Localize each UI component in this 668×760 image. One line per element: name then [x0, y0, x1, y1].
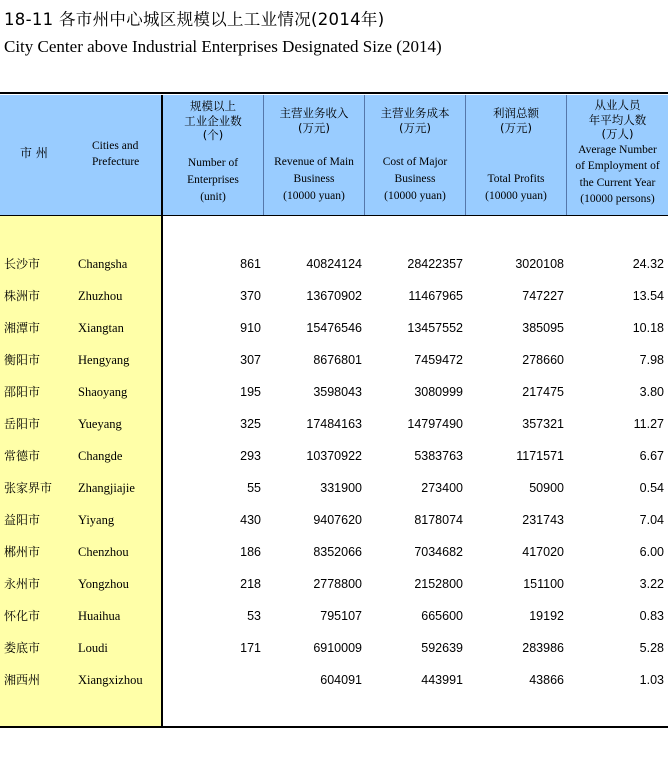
table-row	[0, 670, 668, 690]
header-enterprises-en-1: Number of	[187, 156, 239, 169]
cell-profits: 217475	[522, 385, 564, 399]
cell-enterprises: 307	[240, 353, 261, 367]
header-city-en	[92, 138, 139, 170]
city-name-cn: 张家界市	[4, 481, 53, 495]
header-city-cn: 市 州	[20, 146, 48, 160]
cell-revenue: 2778800	[313, 577, 362, 591]
table-row	[0, 510, 668, 530]
city-name-en: Changde	[78, 449, 123, 463]
header-employment-en-3: the Current Year	[579, 176, 656, 189]
city-name-cn: 湘潭市	[4, 321, 41, 335]
header-cost	[365, 95, 465, 215]
cell-enterprises: 325	[240, 417, 261, 431]
cell-revenue: 795107	[320, 609, 362, 623]
cell-employment: 1.03	[639, 673, 664, 687]
cell-cost: 273400	[421, 481, 463, 495]
cell-profits: 151100	[523, 577, 564, 591]
city-name-en: Yongzhou	[78, 577, 129, 591]
header-cost-cn	[365, 95, 465, 135]
table-row	[0, 382, 668, 402]
header-profits-cn-2: (万元)	[500, 120, 532, 135]
city-name-cn: 益阳市	[4, 513, 41, 527]
city-name-cn: 长沙市	[4, 257, 41, 271]
cell-revenue: 13670902	[306, 289, 362, 303]
header-employment-cn-3: (万人)	[601, 127, 634, 141]
city-name-cn: 常德市	[4, 449, 41, 463]
city-name-en: Loudi	[78, 641, 108, 655]
cell-revenue: 8352066	[313, 545, 362, 559]
header-enterprises-en-3: (unit)	[200, 190, 226, 203]
city-name-cn: 永州市	[4, 577, 41, 591]
header-cost-en-3: (10000 yuan)	[384, 190, 446, 202]
cell-revenue: 15476546	[306, 321, 362, 335]
header-revenue-en-1: Revenue of Main	[274, 156, 354, 168]
cell-enterprises: 293	[240, 449, 261, 463]
cell-profits: 357321	[522, 417, 564, 431]
table-row	[0, 318, 668, 338]
header-enterprises-cn	[163, 95, 263, 143]
cell-cost: 3080999	[414, 385, 463, 399]
cell-enterprises: 910	[240, 321, 261, 335]
header-employment-en-4: (10000 persons)	[580, 193, 655, 205]
table-row	[0, 446, 668, 466]
city-name-cn: 邵阳市	[4, 385, 41, 399]
cell-employment: 7.04	[639, 513, 664, 527]
cell-employment: 13.54	[632, 289, 664, 303]
cell-revenue: 9407620	[313, 513, 362, 527]
table-row	[0, 574, 668, 594]
header-employment	[567, 95, 668, 215]
cell-employment: 6.67	[639, 449, 664, 463]
cell-employment: 24.32	[632, 257, 664, 271]
cell-revenue: 8676801	[313, 353, 362, 367]
city-name-en: Zhangjiajie	[78, 481, 135, 495]
header-cost-en-1: Cost of Major	[382, 156, 448, 168]
table-row	[0, 478, 668, 498]
city-name-en: Shaoyang	[78, 385, 128, 399]
cell-employment: 3.80	[639, 385, 664, 399]
header-employment-en-2: of Employment of	[575, 160, 660, 172]
table-bottom-rule	[0, 726, 668, 728]
city-name-cn: 株洲市	[4, 289, 41, 303]
header-employment-cn-1: 从业人员	[594, 98, 641, 112]
city-name-en: Yueyang	[78, 417, 122, 431]
city-name-cn: 湘西州	[4, 673, 41, 687]
cell-employment: 11.27	[633, 417, 664, 431]
city-name-en: Hengyang	[78, 353, 130, 367]
cell-profits: 50900	[529, 481, 564, 495]
city-name-cn: 衡阳市	[4, 353, 41, 367]
cell-revenue: 604091	[320, 673, 362, 687]
header-revenue-en-2: Business	[293, 173, 335, 185]
page-title-cn: 18-11 各市州中心城区规模以上工业情况(2014年)	[4, 10, 385, 29]
cell-revenue: 10370922	[306, 449, 362, 463]
cell-cost: 14797490	[407, 417, 463, 431]
header-enterprises-cn-3: (个)	[202, 128, 224, 142]
table-row	[0, 414, 668, 434]
cell-enterprises: 186	[240, 545, 261, 559]
cell-enterprises: 53	[247, 609, 261, 623]
cell-profits: 385095	[522, 321, 564, 335]
cell-enterprises: 55	[247, 481, 261, 495]
city-name-en: Changsha	[78, 257, 128, 271]
cell-profits: 417020	[522, 545, 564, 559]
cell-profits: 747227	[522, 289, 564, 303]
header-employment-en	[567, 142, 668, 208]
cell-enterprises: 195	[240, 385, 261, 399]
cell-employment: 5.28	[639, 641, 664, 655]
cell-cost: 443991	[421, 673, 463, 687]
cell-cost: 665600	[421, 609, 463, 623]
cell-enterprises: 430	[240, 513, 261, 527]
header-city-en-line2: Prefecture	[92, 156, 140, 168]
cell-profits: 3020108	[515, 257, 564, 271]
cell-profits: 43866	[529, 673, 564, 687]
header-enterprises-cn-2: 工业企业数	[184, 113, 242, 128]
cell-cost: 11467965	[408, 289, 463, 303]
cell-enterprises: 171	[240, 641, 261, 655]
header-enterprises-cn-1: 规模以上	[190, 99, 236, 113]
header-profits-cn	[466, 95, 566, 135]
city-name-en: Huaihua	[78, 609, 121, 623]
city-name-cn: 岳阳市	[4, 417, 41, 431]
header-employment-cn-2: 年平均人数	[588, 112, 647, 127]
page-title-en: City Center above Industrial Enterprises Designated Size (2014)	[4, 37, 442, 56]
table-top-rule	[0, 92, 668, 94]
cell-cost: 13457552	[407, 321, 463, 335]
cell-revenue: 40824124	[306, 257, 362, 271]
header-city-en-line1: Cities and	[92, 140, 139, 152]
table-row	[0, 606, 668, 626]
header-enterprises	[163, 95, 263, 215]
header-employment-en-1: Average Number	[578, 143, 657, 156]
cell-revenue: 3598043	[313, 385, 362, 399]
header-cost-en	[365, 135, 465, 205]
cell-cost: 5383763	[414, 449, 463, 463]
cell-profits: 1171571	[516, 449, 564, 463]
cell-profits: 278660	[522, 353, 564, 367]
header-profits-en	[466, 135, 566, 205]
header-revenue-cn	[264, 95, 364, 135]
table-row	[0, 286, 668, 306]
city-name-en: Xiangxizhou	[78, 673, 143, 687]
city-name-cn: 怀化市	[4, 609, 41, 623]
header-profits-en-2: (10000 yuan)	[485, 190, 547, 202]
table-row	[0, 254, 668, 274]
header-cost-cn-1: 主营业务成本	[380, 106, 450, 120]
cell-employment: 0.83	[639, 609, 664, 623]
city-name-en: Xiangtan	[78, 321, 124, 335]
cell-employment: 7.98	[639, 353, 664, 367]
cell-employment: 10.18	[632, 321, 664, 335]
header-profits-en-1: Total Profits	[487, 173, 545, 185]
city-name-en: Yiyang	[78, 513, 115, 527]
header-enterprises-en-2: Enterprises	[187, 173, 239, 186]
header-revenue-cn-2: (万元)	[298, 120, 330, 135]
cell-cost: 8178074	[414, 513, 463, 527]
header-city	[0, 95, 161, 215]
cell-cost: 2152800	[414, 577, 463, 591]
header-cost-en-2: Business	[394, 173, 436, 185]
city-name-cn: 娄底市	[4, 641, 41, 655]
cell-enterprises: 370	[240, 289, 261, 303]
city-name-cn: 郴州市	[4, 545, 41, 559]
cell-profits: 19192	[529, 609, 564, 623]
cell-enterprises: 218	[240, 577, 261, 591]
cell-cost: 7034682	[414, 545, 463, 559]
cell-enterprises: 861	[240, 257, 261, 271]
table-row	[0, 350, 668, 370]
table-row	[0, 542, 668, 562]
cell-cost: 28422357	[407, 257, 463, 271]
header-employment-cn	[567, 95, 668, 142]
city-name-en: Chenzhou	[78, 545, 129, 559]
cell-employment: 0.54	[639, 481, 664, 495]
header-profits	[466, 95, 566, 215]
cell-revenue: 17484163	[306, 417, 362, 431]
cell-revenue: 331900	[320, 481, 362, 495]
cell-cost: 592639	[421, 641, 463, 655]
header-enterprises-en	[163, 143, 263, 206]
city-name-en: Zhuzhou	[78, 289, 123, 303]
cell-revenue: 6910009	[313, 641, 362, 655]
cell-profits: 283986	[522, 641, 564, 655]
cell-employment: 6.00	[639, 545, 664, 559]
header-revenue-cn-1: 主营业务收入	[279, 106, 349, 120]
cell-cost: 7459472	[414, 353, 463, 367]
header-profits-cn-1: 利润总额	[493, 106, 539, 120]
header-cost-cn-2: (万元)	[399, 120, 431, 135]
header-revenue-en	[264, 135, 364, 205]
header-revenue	[264, 95, 364, 215]
cell-employment: 3.22	[639, 577, 664, 591]
cell-profits: 231743	[522, 513, 564, 527]
header-revenue-en-3: (10000 yuan)	[283, 190, 345, 202]
table-row	[0, 638, 668, 658]
